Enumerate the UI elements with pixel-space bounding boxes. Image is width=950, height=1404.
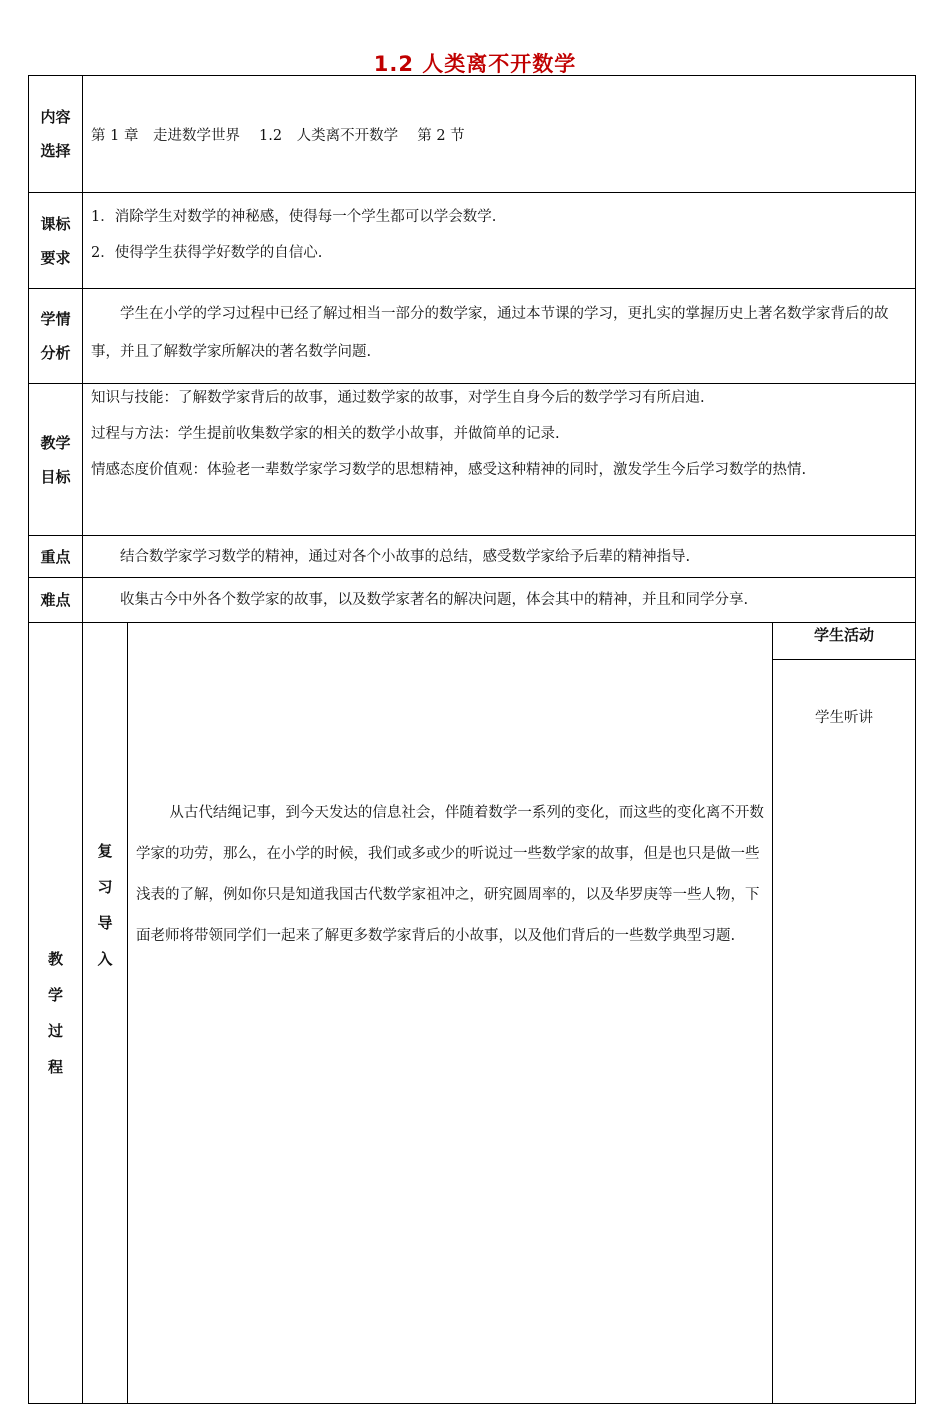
label-char: 过: [47, 1022, 63, 1040]
chapter-info: 第 1 章 走进数学世界 1.2 人类离不开数学 第 2 节: [91, 128, 465, 144]
curriculum-item: 2．使得学生获得学好数学的自信心.: [91, 245, 323, 261]
difficulty-text: [83, 578, 916, 623]
label-line: 学情: [40, 310, 71, 328]
process-paragraph: 从古代结绳记事，到今天发达的信息社会，伴随着数学一系列的变化，而这些的变化离不开数学家的功劳，那么，在小学的时候，我们或多或少的听说过一些数学家的故事，但是也只是做一些浅表的了解，例如你只是知道我国古代数学家祖冲之，研究圆周率的，以及华罗庚等一些人物，下面老师将带领同学们一起来了解更多数学家背后的小故事，以及他们背后的一些数学典型习题.: [136, 805, 764, 944]
label-char: 习: [97, 878, 113, 896]
label-char: 程: [47, 1058, 63, 1076]
goal-item: 情感态度价值观：体验老一辈数学家学习数学的思想精神，感受这种精神的同时，激发学生今后学习数学的热情.: [91, 462, 807, 478]
goal-item: 过程与方法：学生提前收集数学家的相关的数学小故事，并做简单的记录.: [91, 426, 560, 442]
label-line: 分析: [40, 344, 71, 362]
label-key-point: 重点: [29, 536, 83, 578]
row-key-point: [29, 536, 916, 578]
label-curriculum: [29, 193, 83, 289]
label-process: [29, 623, 83, 1404]
process-text: [128, 623, 773, 1404]
label-content-choice: [29, 76, 83, 193]
label-line: 教学: [40, 433, 71, 452]
difficulty-paragraph: 收集古今中外各个数学家的故事，以及数学家著名的解决问题，体会其中的精神，并且和同学分享.: [120, 592, 749, 608]
label-line: 课标: [40, 214, 71, 233]
label-char: 学: [47, 986, 63, 1004]
row-content-choice: [29, 76, 916, 193]
situation-paragraph: 学生在小学的学习过程中已经了解过相当一部分的数学家，通过本节课的学习，更扎实的掌握历史上著名数学家背后的故事，并且了解数学家所解决的著名数学问题.: [91, 306, 889, 360]
curriculum-item: 1．消除学生对数学的神秘感，使得每一个学生都可以学会数学.: [91, 209, 497, 225]
label-line: 选择: [40, 142, 71, 160]
student-activity-cell: [773, 623, 916, 1404]
label-line: 内容: [40, 108, 71, 126]
label-goals: [29, 384, 83, 536]
curriculum-text: [83, 193, 916, 289]
label-char: 复: [97, 842, 113, 860]
label-difficulty: 难点: [29, 578, 83, 623]
goals-text: [83, 384, 916, 536]
label-char: 导: [97, 914, 113, 932]
situation-text: [83, 289, 916, 384]
key-point-text: [83, 536, 916, 578]
label-char: 教: [47, 950, 63, 968]
row-difficulty: [29, 578, 916, 623]
key-point-paragraph: 结合数学家学习数学的精神，通过对各个小故事的总结，感受数学家给予后辈的精神指导.: [120, 548, 691, 565]
row-process: [29, 623, 916, 1404]
student-activity-header: 学生活动: [773, 623, 915, 660]
label-review-intro: [83, 623, 128, 1404]
row-situation: [29, 289, 916, 384]
row-curriculum: [29, 193, 916, 289]
lesson-plan-table: [28, 75, 916, 1404]
student-activity-text: 学生听讲: [815, 710, 873, 726]
label-line: 目标: [40, 467, 71, 486]
goal-item: 知识与技能：了解数学家背后的故事，通过数学家的故事，对学生自身今后的数学学习有所启迪.: [91, 390, 705, 406]
row-goals: [29, 384, 916, 536]
document-title: 1.2 人类离不开数学: [373, 52, 577, 76]
label-line: 要求: [40, 248, 71, 267]
content-choice-text: [83, 76, 916, 193]
label-situation: [29, 289, 83, 384]
label-char: 入: [97, 950, 113, 968]
